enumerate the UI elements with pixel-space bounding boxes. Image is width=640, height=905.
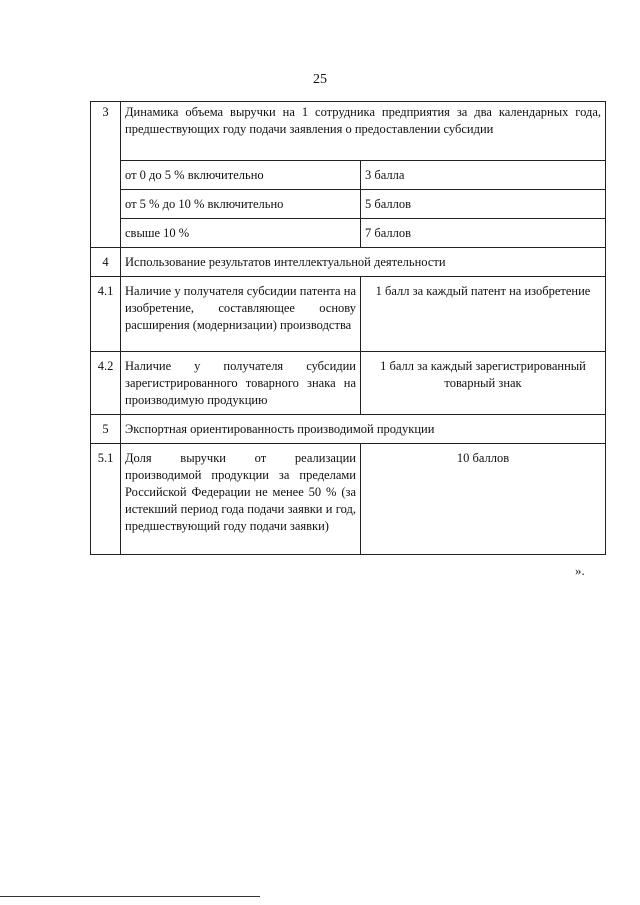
table-row [91, 219, 606, 248]
score-cell: 1 балл за каждый зарегистрированный товарный знак [361, 352, 606, 415]
criterion-cell: свыше 10 % [121, 219, 361, 248]
row-number: 4 [91, 248, 121, 277]
criterion-cell: Наличие у получателя субсидии патента на изобретение, составляющее основу расширения (модернизации) производства [121, 277, 361, 352]
row-number: 3 [91, 102, 121, 248]
criterion-cell: от 0 до 5 % включительно [121, 161, 361, 190]
table-row [91, 277, 606, 352]
footer-divider [0, 896, 260, 897]
table-row [91, 415, 606, 444]
criterion-group-title: Динамика объема выручки на 1 сотрудника предприятия за два календарных года, предшествующих году подачи заявления о предоставлении субсидии [121, 102, 606, 161]
row-number: 5.1 [91, 444, 121, 555]
row-number: 4.2 [91, 352, 121, 415]
page-number: 25 [313, 72, 327, 87]
score-cell: 10 баллов [361, 444, 606, 555]
criterion-cell: Доля выручки от реализации производимой продукции за пределами Российской Федерации не менее 50 % (за истекший период года подачи заявки и год, предшествующий году подачи заявки) [121, 444, 361, 555]
table-row [91, 352, 606, 415]
table-row [91, 161, 606, 190]
criterion-group-title: Использование результатов интеллектуальной деятельности [121, 248, 606, 277]
criterion-group-title: Экспортная ориентированность производимой продукции [121, 415, 606, 444]
table-row [91, 190, 606, 219]
score-cell: 7 баллов [361, 219, 606, 248]
table-row [91, 444, 606, 555]
criteria-table [90, 101, 606, 555]
score-cell: 3 балла [361, 161, 606, 190]
row-number: 5 [91, 415, 121, 444]
closing-quote: ». [575, 563, 585, 578]
table-row [91, 102, 606, 161]
table-row [91, 248, 606, 277]
score-cell: 5 баллов [361, 190, 606, 219]
row-number: 4.1 [91, 277, 121, 352]
criterion-cell: от 5 % до 10 % включительно [121, 190, 361, 219]
criterion-cell: Наличие у получателя субсидии зарегистрированного товарного знака на производимую продукцию [121, 352, 361, 415]
score-cell: 1 балл за каждый патент на изобретение [361, 277, 606, 352]
